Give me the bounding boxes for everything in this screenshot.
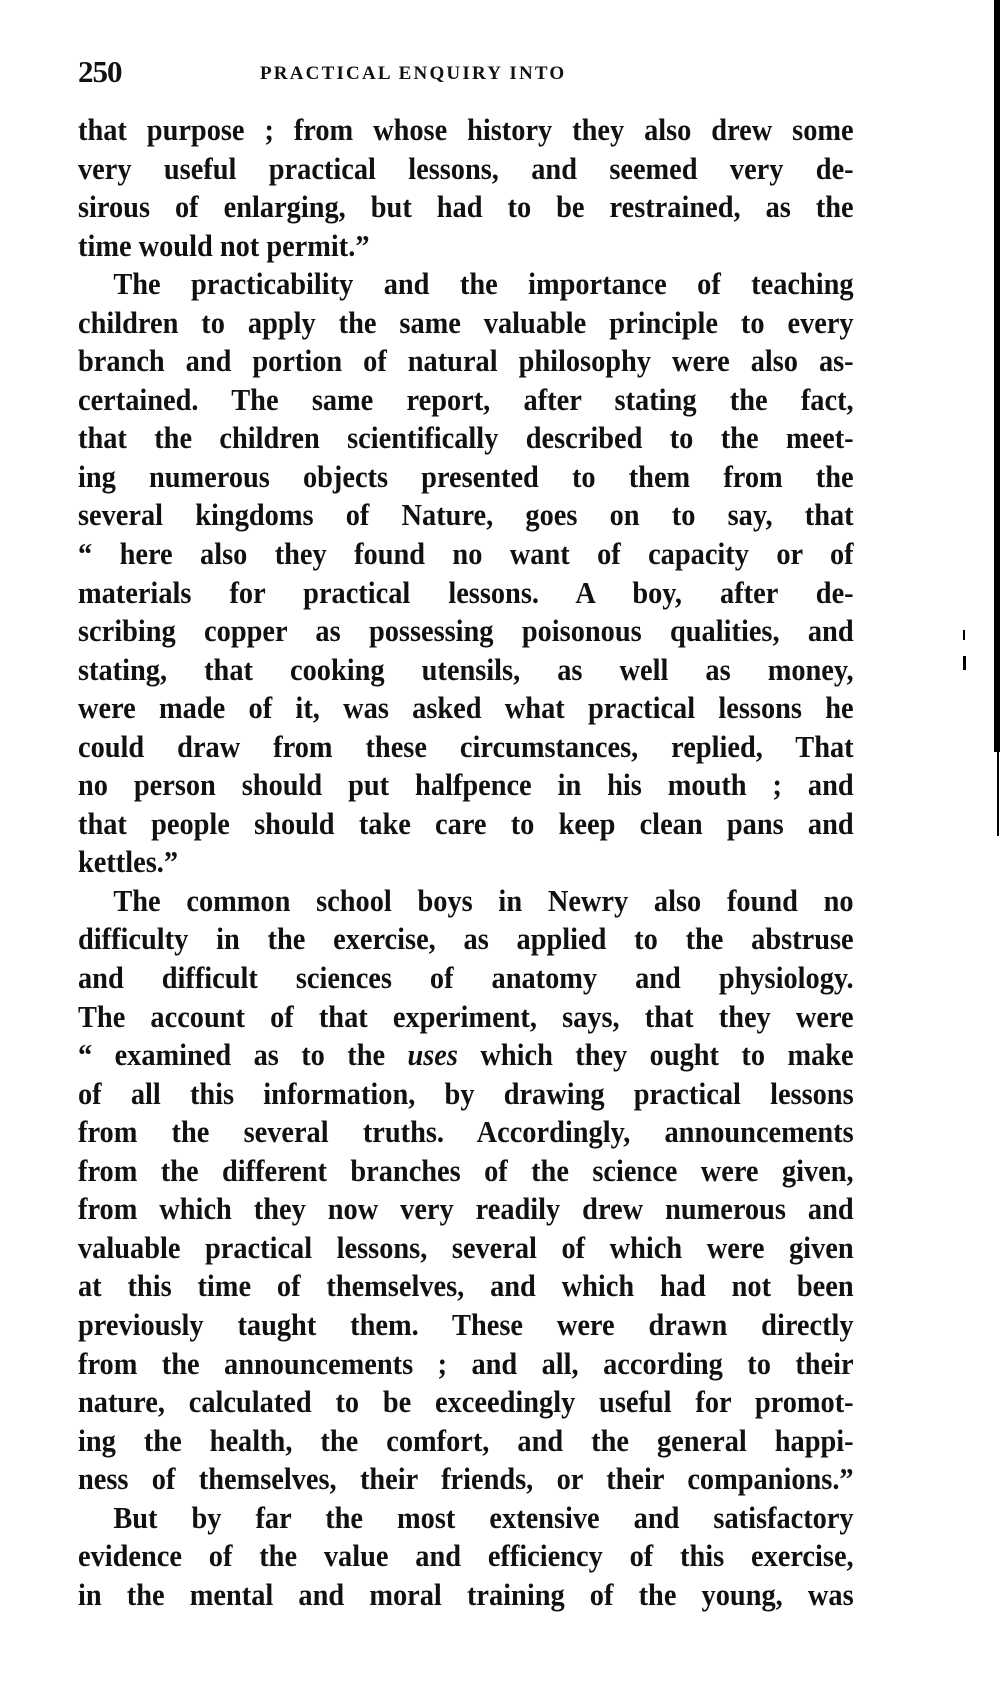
text-line: several kingdoms of Nature, goes on to say, that bbox=[78, 498, 854, 533]
page-edge-line bbox=[997, 752, 999, 836]
running-head: PRACTICAL ENQUIRY INTO bbox=[260, 63, 567, 84]
text-line: sirous of enlarging, but had to be restrained, as the bbox=[78, 190, 854, 225]
text-line: “ here also they found no want of capacity or of bbox=[78, 537, 854, 572]
text-line: and difficult sciences of anatomy and physiology. bbox=[78, 961, 854, 996]
text-line: that people should take care to keep clean pans and bbox=[78, 806, 854, 841]
text-line: no person should put halfpence in his mouth ; and bbox=[78, 768, 854, 803]
page-number: 250 bbox=[78, 54, 122, 89]
text-line: that the children scientifically described to the meet- bbox=[78, 421, 854, 456]
text-line: But by far the most extensive and satisfactory bbox=[113, 1500, 854, 1535]
scan-speck bbox=[963, 656, 966, 670]
text-line: ness of themselves, their friends, or their companions.” bbox=[78, 1462, 854, 1497]
text-line: from the different branches of the science were given, bbox=[78, 1153, 854, 1188]
page-header bbox=[78, 54, 858, 94]
italic-word: uses bbox=[407, 1038, 458, 1073]
text-line: stating, that cooking utensils, as well as money, bbox=[78, 652, 854, 687]
text-line: materials for practical lessons. A boy, after de- bbox=[78, 575, 854, 610]
text-line: could draw from these circumstances, replied, That bbox=[78, 729, 854, 764]
text-line: valuable practical lessons, several of which were given bbox=[78, 1230, 854, 1265]
text-line: certained. The same report, after stating the fact, bbox=[78, 382, 854, 417]
scan-speck bbox=[963, 630, 965, 640]
page-edge-shadow bbox=[994, 0, 1000, 752]
text-line: The account of that experiment, says, that they were bbox=[78, 999, 854, 1034]
text-line: children to apply the same valuable principle to every bbox=[78, 305, 854, 340]
text-line: kettles.” bbox=[78, 845, 179, 880]
text-line: branch and portion of natural philosophy were also as- bbox=[78, 344, 854, 379]
text-line: very useful practical lessons, and seemed very de- bbox=[78, 151, 854, 186]
text-line: time would not permit.” bbox=[78, 228, 370, 263]
text-line: scribing copper as possessing poisonous qualities, and bbox=[78, 614, 854, 649]
text-line: from the announcements ; and all, according to their bbox=[78, 1346, 854, 1381]
text-line: The practicability and the importance of teaching bbox=[113, 267, 854, 302]
text-line: “ examined as to the uses which they ought to make bbox=[78, 1038, 854, 1073]
text-line: previously taught them. These were drawn directly bbox=[78, 1307, 854, 1342]
text-line: evidence of the value and efficiency of this exercise, bbox=[78, 1539, 854, 1574]
text-line: were made of it, was asked what practical lessons he bbox=[78, 691, 854, 726]
text-line: that purpose ; from whose history they also drew some bbox=[78, 113, 854, 147]
text-line: in the mental and moral training of the young, was bbox=[78, 1577, 854, 1612]
text-line: from which they now very readily drew numerous and bbox=[78, 1192, 854, 1227]
body-text bbox=[78, 111, 854, 1614]
text-line: The common school boys in Newry also found no bbox=[113, 883, 854, 918]
text-line: nature, calculated to be exceedingly useful for promot- bbox=[78, 1385, 854, 1420]
text-line: ing numerous objects presented to them from the bbox=[78, 459, 854, 494]
text-line: difficulty in the exercise, as applied to the abstruse bbox=[78, 922, 854, 957]
text-line: of all this information, by drawing practical lessons bbox=[78, 1076, 854, 1111]
text-line: from the several truths. Accordingly, announcements bbox=[78, 1115, 854, 1150]
text-line: ing the health, the comfort, and the general happi- bbox=[78, 1423, 854, 1458]
text-line: at this time of themselves, and which had not been bbox=[78, 1269, 854, 1304]
